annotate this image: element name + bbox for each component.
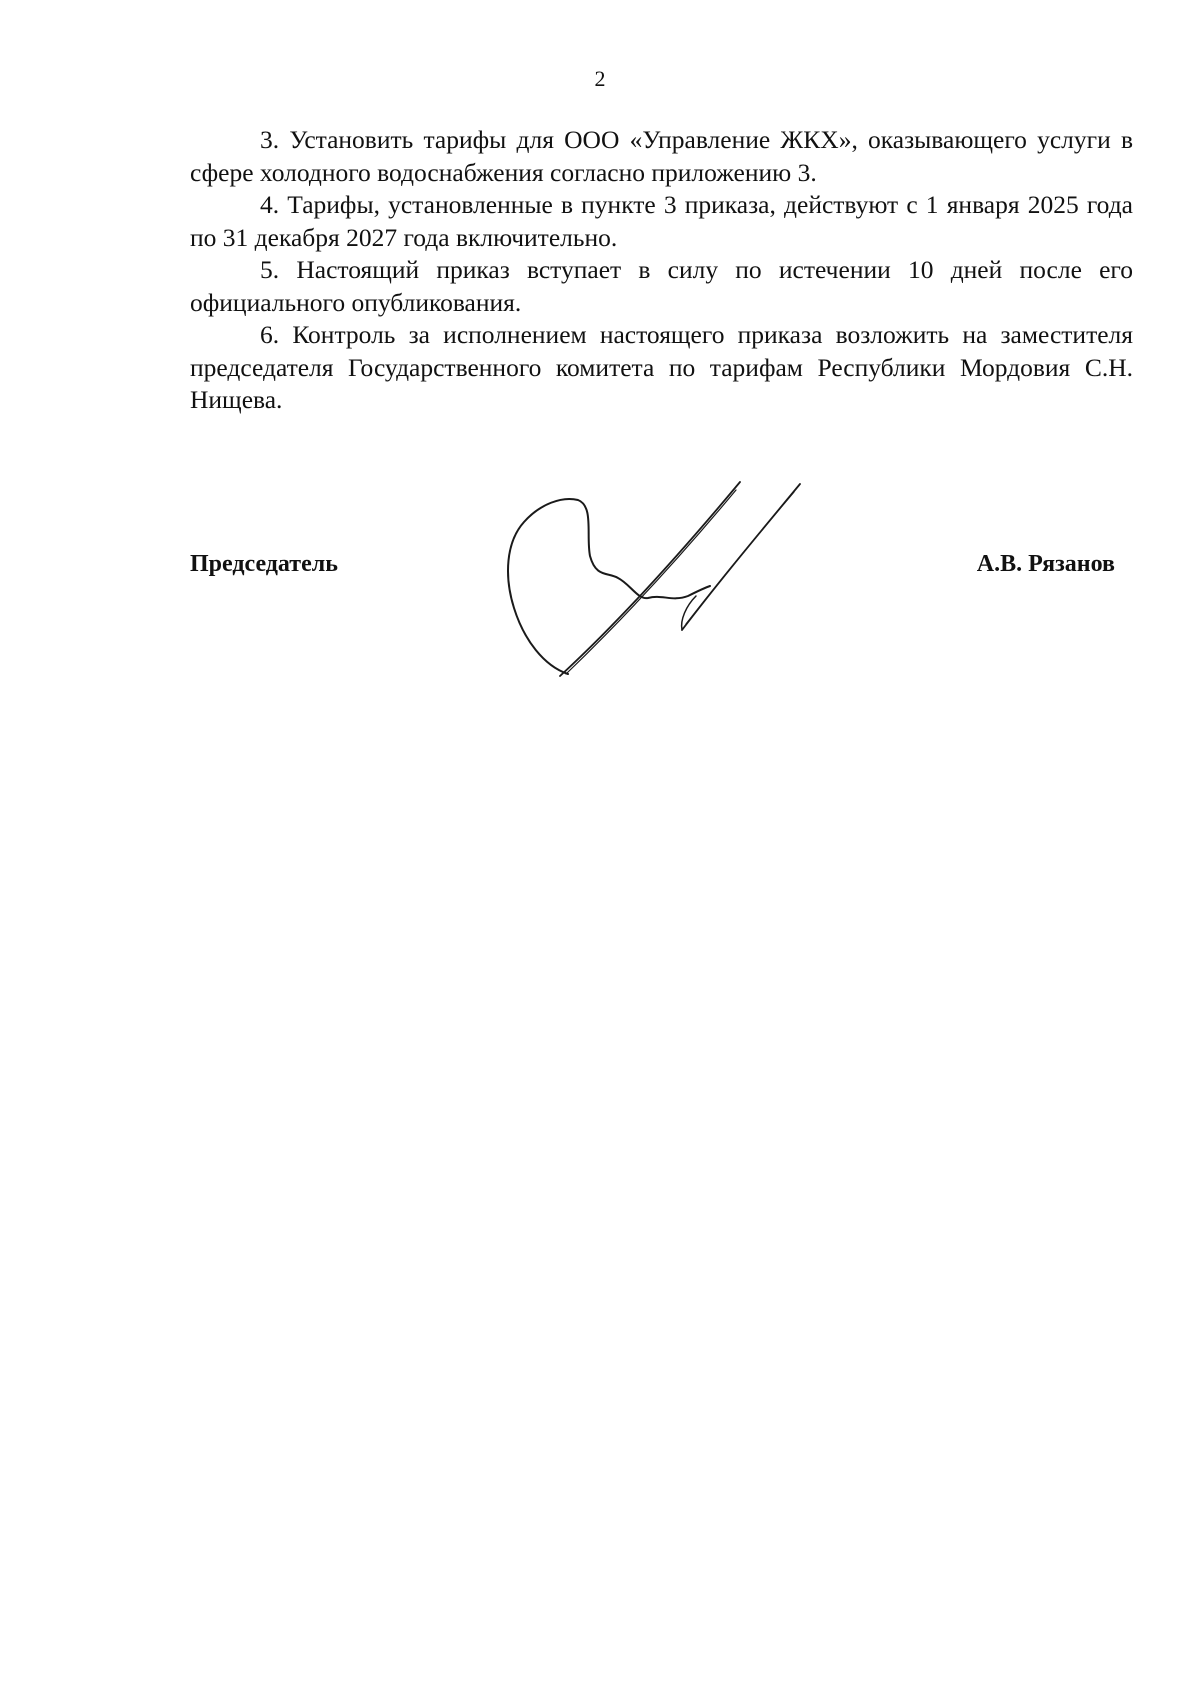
paragraph-6: 6. Контроль за исполнением настоящего приказа возложить на заместителя председателя Государственного комитета по тарифам Республики Мордовия С.Н. Нищева. (190, 320, 1133, 414)
paragraph-4: 4. Тарифы, установленные в пункте 3 приказа, действуют с 1 января 2025 года по 31 декабря 2027 года включительно. (190, 190, 1133, 252)
signatory-name: А.В. Рязанов (976, 551, 1115, 577)
signature-stroke-loop (508, 499, 710, 674)
paragraph-5: 5. Настоящий приказ вступает в силу по истечении 10 дней после его официального опубликования. (190, 255, 1133, 317)
document-body (190, 124, 1133, 417)
handwritten-signature-icon (500, 470, 840, 690)
page-number: 2 (594, 66, 606, 91)
signature-stroke-tail (682, 596, 696, 630)
signatory-title: Председатель (190, 551, 338, 577)
paragraph-3: 3. Установить тарифы для ООО «Управление ЖКХ», оказывающего услуги в сфере холодного водоснабжения согласно приложению 3. (190, 125, 1133, 187)
